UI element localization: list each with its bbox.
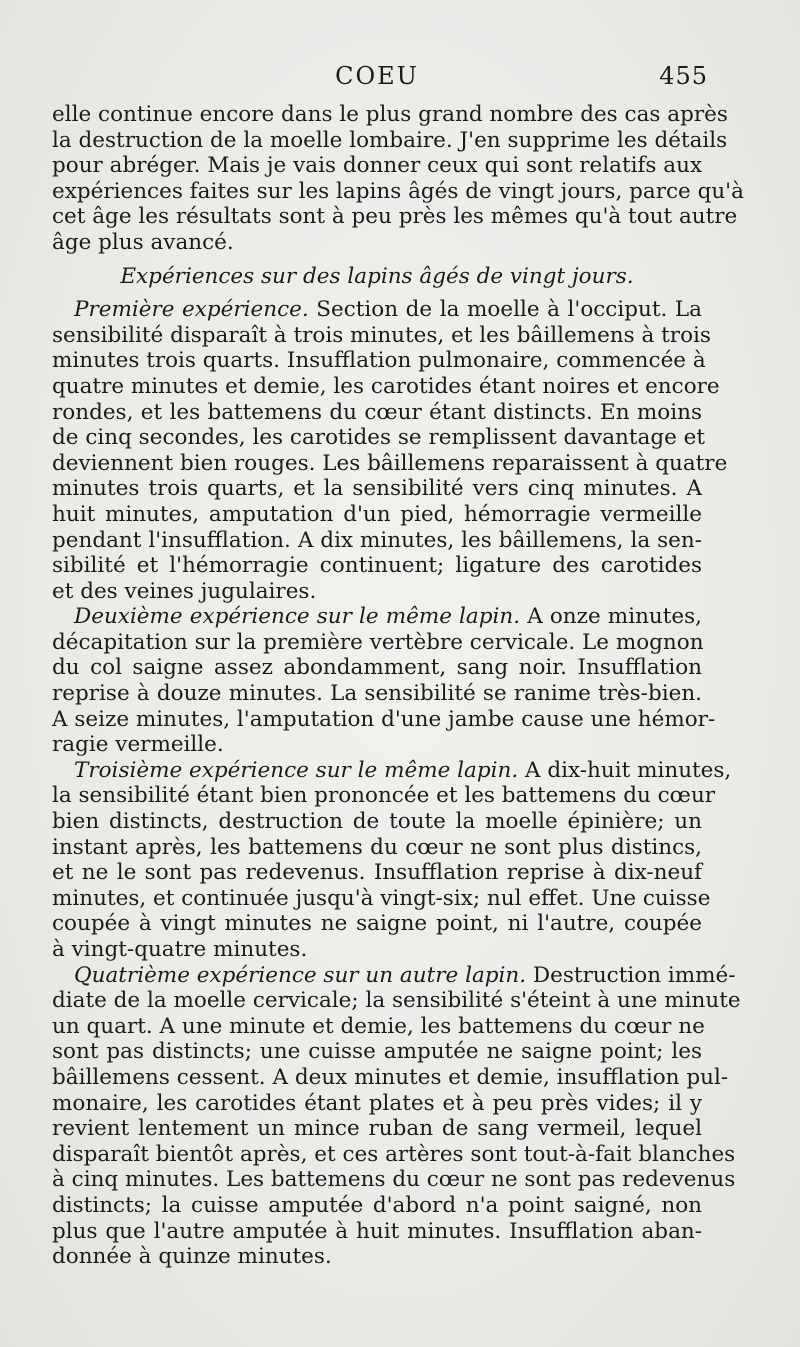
line-text: décapitation sur la première vertèbre cervicale. Le mognon (52, 629, 704, 655)
line-text: à cinq minutes. Les battemens du cœur ne sont pas redevenus (52, 1167, 736, 1193)
line-text: minutes, et continuée jusqu'à vingt-six; nul effet. Une cuisse (52, 885, 711, 911)
text-line (52, 655, 702, 681)
text-line (52, 630, 702, 656)
line-text: reprise à douze minutes. La sensibilité se ranime très-bien. (52, 681, 702, 707)
text-line (52, 297, 702, 323)
text-line (52, 1141, 736, 1168)
line-text: elle continue encore dans le plus grand nombre des cas après (52, 102, 728, 127)
line-text: rondes, et les battemens du cœur étant distincts. En moins (52, 399, 702, 425)
line-text: monaire, les carotides étant plates et à peu près vides; il y (52, 1090, 702, 1116)
line-text: de cinq secondes, les carotides se remplissent davantage et (52, 425, 706, 451)
text-line (52, 1091, 702, 1117)
paragraph (52, 604, 716, 758)
line-text: quatre minutes et demie, les carotides étant noires et encore (52, 373, 720, 399)
line-text: A seize minutes, l'amputation d'une jambe cause une hémor- (52, 706, 716, 732)
text-line (52, 373, 720, 400)
text-line (52, 757, 732, 784)
line-text: Section de la moelle à l'occiput. La (308, 297, 702, 323)
line-text: donnée à quinze minutes. (52, 1244, 332, 1270)
text-line (52, 706, 716, 733)
experiment-title: Première expérience. (74, 297, 309, 323)
text-line (52, 450, 728, 477)
line-text: disparaît bientôt après, et ces artères sont tout-à-fait blanches (52, 1141, 736, 1167)
text-line (52, 102, 728, 128)
line-text: plus que l'autre amputée à huit minutes. Insufflation aban- (52, 1218, 702, 1244)
text-line (52, 1013, 705, 1040)
text-line (52, 937, 702, 963)
text-line (52, 783, 716, 809)
header-title: COEU (335, 62, 419, 90)
text-line (52, 127, 728, 154)
line-text: et ne le sont pas redevenus. Insufflation reprise à dix-neuf (52, 860, 702, 886)
text-line (52, 476, 702, 502)
line-text: bien distincts, destruction de toute la moelle épinière; un (52, 809, 702, 835)
text-line (52, 579, 702, 605)
line-text: âge plus avancé. (52, 229, 234, 255)
text-line (52, 153, 702, 179)
text-line (52, 204, 738, 230)
line-text: A onze minutes, (520, 604, 702, 630)
text-line (52, 860, 702, 886)
line-text: la destruction de la moelle lombaire. J'en supprime les détails (52, 127, 728, 153)
text-line (52, 988, 741, 1014)
line-text: du col saigne assez abondamment, sang noir. Insufflation (52, 655, 702, 681)
text-line (52, 230, 702, 256)
experiment-title: Quatrième expérience sur un autre lapin. (74, 962, 527, 988)
text-line (52, 809, 702, 835)
line-text: pendant l'insufflation. A dix minutes, les bâillemens, la sen- (52, 527, 702, 553)
text-line (52, 681, 702, 707)
line-text: diate de la moelle cervicale; la sensibilité s'éteint à une minute (52, 988, 741, 1014)
text-line (52, 502, 702, 528)
line-text: Expériences sur des lapins âgés de vingt jours. (120, 263, 634, 289)
text-line (52, 425, 706, 451)
line-text: huit minutes, amputation d'un pied, hémorragie vermeille (52, 501, 702, 527)
line-text: et des veines jugulaires. (52, 578, 317, 604)
text-line (52, 1219, 702, 1245)
text-line (52, 1193, 702, 1219)
text-line (52, 732, 702, 758)
experiment-title: Deuxième expérience sur le même lapin. (74, 604, 521, 630)
page-number: 455 (659, 62, 708, 90)
section-heading (52, 264, 702, 290)
line-text: coupée à vingt minutes ne saigne point, ni l'autre, coupée (52, 911, 702, 937)
text-line (52, 528, 702, 554)
paragraph (52, 297, 728, 604)
text-line (52, 1116, 702, 1142)
text-line (52, 885, 711, 912)
text-line (52, 911, 702, 937)
line-text: cet âge les résultats sont à peu près les mêmes qu'à tout autre (52, 204, 738, 230)
line-text: un quart. A une minute et demie, les battemens du cœur ne (52, 1013, 705, 1039)
line-text: deviennent bien rouges. Les bâillemens reparaissent à quatre (52, 450, 728, 476)
text-line (52, 1039, 702, 1065)
line-text: revient lentement un mince ruban de sang vermeil, lequel (52, 1116, 702, 1142)
running-header (52, 62, 708, 94)
text-line (52, 1167, 736, 1193)
text-line (52, 604, 702, 630)
line-text: sibilité et l'hémorragie continuent; ligature des carotides (52, 553, 702, 579)
text-line (52, 553, 702, 579)
line-text: distincts; la cuisse amputée d'abord n'a point saigné, non (52, 1192, 702, 1218)
text-line (52, 400, 702, 426)
line-text: à vingt-quatre minutes. (52, 937, 308, 962)
text-line (52, 962, 736, 989)
text-line (52, 322, 711, 349)
line-text: instant après, les battemens du cœur ne sont plus distincs, (52, 834, 702, 860)
text-line (52, 1064, 729, 1091)
text-line (52, 348, 706, 374)
line-text: A dix-huit minutes, (518, 757, 732, 783)
paragraph (52, 962, 741, 1270)
line-text: Destruction immé- (526, 962, 736, 988)
text-line (52, 1244, 702, 1270)
experiment-title: Troisième expérience sur le même lapin. (74, 757, 519, 783)
text-line (52, 178, 744, 205)
line-text: expériences faites sur les lapins âgés de vingt jours, parce qu'à (52, 178, 744, 204)
line-text: sensibilité disparaît à trois minutes, et les bâillemens à trois (52, 322, 711, 348)
line-text: ragie vermeille. (52, 732, 224, 758)
line-text: minutes trois quarts. Insufflation pulmonaire, commencée à (52, 348, 706, 374)
body-text (52, 102, 744, 1270)
line-text: pour abréger. Mais je vais donner ceux qui sont relatifs aux (52, 153, 703, 179)
line-text: minutes trois quarts, et la sensibilité vers cinq minutes. A (52, 476, 702, 502)
paragraph (52, 102, 744, 256)
line-text: sont pas distincts; une cuisse amputée ne saigne point; les (52, 1039, 702, 1065)
line-text: bâillemens cessent. A deux minutes et demie, insufflation pul- (52, 1064, 729, 1090)
text-line (52, 835, 702, 861)
paragraph (52, 757, 732, 963)
heading-text (52, 264, 702, 290)
line-text: la sensibilité étant bien prononcée et les battemens du cœur (52, 783, 716, 809)
